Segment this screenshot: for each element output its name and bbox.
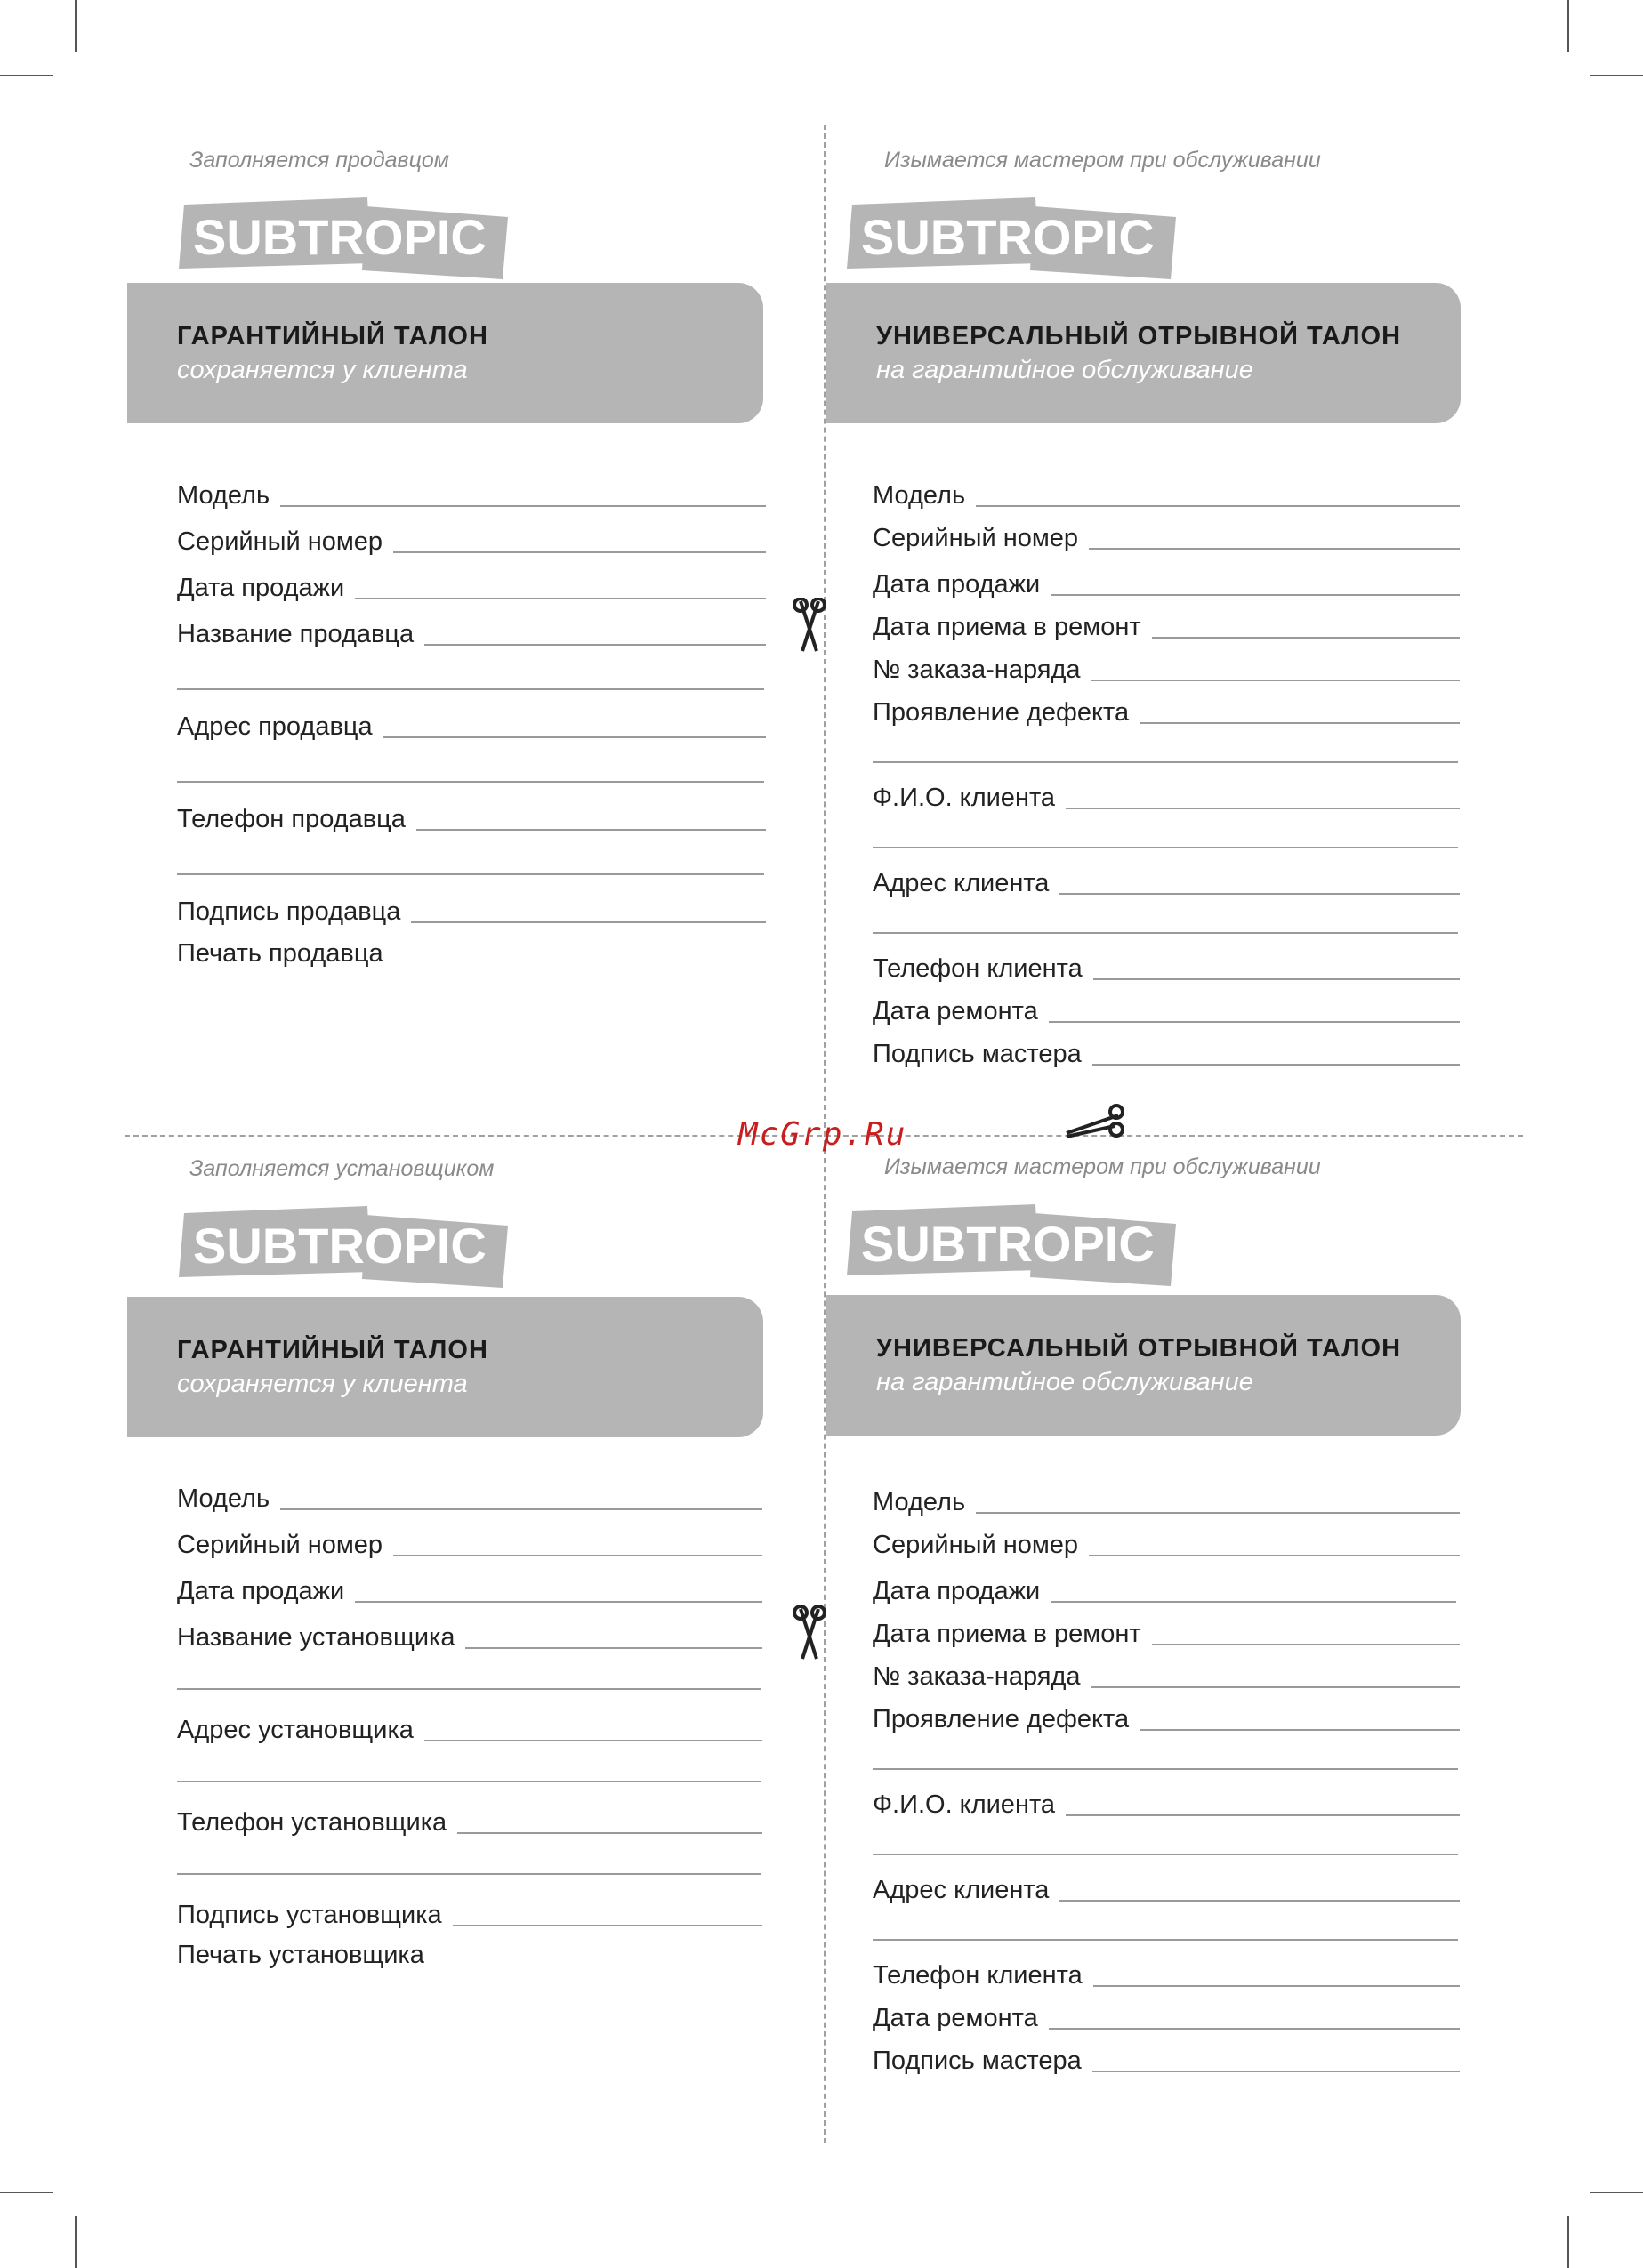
blank-line[interactable] [873, 1768, 1458, 1770]
header-title: ГАРАНТИЙНЫЙ ТАЛОН [177, 1336, 488, 1364]
field-sale-date[interactable]: Дата продажи [873, 1571, 1456, 1606]
crop-mark [75, 2216, 77, 2268]
field-seller-name[interactable]: Название продавца [177, 614, 766, 649]
header-block [127, 283, 763, 423]
crop-mark [1567, 2216, 1569, 2268]
panel-note: Заполняется установщиком [189, 1156, 495, 1181]
scissors-icon [790, 1605, 829, 1662]
blank-line[interactable] [177, 688, 764, 690]
field-sale-date[interactable]: Дата продажи [873, 564, 1460, 599]
field-order-number[interactable]: № заказа-наряда [873, 1656, 1460, 1692]
crop-mark [0, 75, 53, 76]
crop-mark [75, 0, 77, 52]
field-master-signature[interactable]: Подпись мастера [873, 1033, 1460, 1069]
blank-line[interactable] [177, 1873, 761, 1875]
panel-note: Изымается мастером при обслуживании [884, 1154, 1321, 1179]
blank-line[interactable] [873, 932, 1458, 934]
field-installer-name[interactable]: Название установщика [177, 1617, 762, 1653]
panel-warranty-seller [127, 148, 763, 1153]
field-client-phone[interactable]: Телефон клиента [873, 1955, 1460, 1991]
header-block [826, 1295, 1461, 1436]
field-serial[interactable]: Серийный номер [873, 518, 1460, 553]
field-repair-date[interactable]: Дата ремонта [873, 1998, 1460, 2033]
blank-line[interactable] [873, 847, 1458, 848]
field-model[interactable]: Модель [177, 475, 766, 511]
field-client-address[interactable]: Адрес клиента [873, 1870, 1460, 1905]
header-block [826, 283, 1461, 423]
panel-tearoff-top [826, 148, 1462, 1153]
field-seller-signature[interactable]: Подпись продавца [177, 891, 766, 927]
field-repair-intake-date[interactable]: Дата приема в ремонт [873, 607, 1460, 642]
header-subtitle: на гарантийное обслуживание [876, 356, 1253, 384]
field-client-phone[interactable]: Телефон клиента [873, 948, 1460, 984]
field-repair-date[interactable]: Дата ремонта [873, 991, 1460, 1026]
field-model[interactable]: Модель [873, 1482, 1460, 1517]
field-installer-phone[interactable]: Телефон установщика [177, 1802, 762, 1838]
subtropic-logo [175, 1199, 513, 1297]
field-client-name[interactable]: Ф.И.О. клиента [873, 777, 1460, 813]
panel-note: Заполняется продавцом [189, 148, 449, 173]
field-defect[interactable]: Проявление дефекта [873, 692, 1460, 728]
crop-mark [1567, 0, 1569, 52]
subtropic-logo [175, 190, 513, 288]
subtropic-logo [843, 1197, 1181, 1295]
header-subtitle: сохраняется у клиента [177, 356, 468, 384]
blank-line[interactable] [177, 873, 764, 875]
field-installer-signature[interactable]: Подпись установщика [177, 1894, 762, 1930]
svg-text:SUBTROPIC: SUBTROPIC [193, 1218, 487, 1274]
field-serial[interactable]: Серийный номер [177, 521, 766, 557]
header-block [127, 1297, 763, 1437]
panel-tearoff-bottom [826, 1154, 1462, 2159]
installer-stamp-label: Печать установщика [177, 1941, 424, 1969]
field-serial[interactable]: Серийный номер [873, 1524, 1460, 1560]
field-repair-intake-date[interactable]: Дата приема в ремонт [873, 1613, 1460, 1649]
svg-text:SUBTROPIC: SUBTROPIC [193, 209, 487, 265]
crop-mark [1590, 2192, 1643, 2193]
blank-line[interactable] [177, 781, 764, 783]
field-installer-address[interactable]: Адрес установщика [177, 1709, 762, 1745]
svg-text:SUBTROPIC: SUBTROPIC [861, 209, 1155, 265]
blank-line[interactable] [873, 1854, 1458, 1855]
scissors-icon [790, 598, 829, 655]
subtropic-logo [843, 190, 1181, 288]
field-sale-date[interactable]: Дата продажи [177, 1571, 762, 1606]
field-serial[interactable]: Серийный номер [177, 1524, 762, 1560]
blank-line[interactable] [177, 1781, 761, 1782]
header-title: УНИВЕРСАЛЬНЫЙ ОТРЫВНОЙ ТАЛОН [876, 1334, 1402, 1363]
field-defect[interactable]: Проявление дефекта [873, 1699, 1460, 1734]
svg-text:SUBTROPIC: SUBTROPIC [861, 1216, 1155, 1272]
field-model[interactable]: Модель [873, 475, 1460, 511]
field-seller-phone[interactable]: Телефон продавца [177, 799, 766, 834]
blank-line[interactable] [873, 761, 1458, 763]
field-master-signature[interactable]: Подпись мастера [873, 2040, 1460, 2076]
blank-line[interactable] [873, 1939, 1458, 1941]
panel-note: Изымается мастером при обслуживании [884, 148, 1321, 173]
seller-stamp-label: Печать продавца [177, 939, 383, 968]
crop-mark [0, 2192, 53, 2193]
panel-warranty-installer [127, 1156, 763, 2161]
field-order-number[interactable]: № заказа-наряда [873, 649, 1460, 685]
field-client-name[interactable]: Ф.И.О. клиента [873, 1784, 1460, 1820]
header-subtitle: сохраняется у клиента [177, 1370, 468, 1398]
field-sale-date[interactable]: Дата продажи [177, 567, 766, 603]
header-subtitle: на гарантийное обслуживание [876, 1368, 1253, 1396]
header-title: УНИВЕРСАЛЬНЫЙ ОТРЫВНОЙ ТАЛОН [876, 322, 1402, 350]
header-title: ГАРАНТИЙНЫЙ ТАЛОН [177, 322, 488, 350]
crop-mark [1590, 75, 1643, 76]
field-seller-address[interactable]: Адрес продавца [177, 706, 766, 742]
watermark: McGrp.Ru [738, 1116, 907, 1153]
field-model[interactable]: Модель [177, 1478, 762, 1514]
blank-line[interactable] [177, 1688, 761, 1690]
field-client-address[interactable]: Адрес клиента [873, 863, 1460, 898]
